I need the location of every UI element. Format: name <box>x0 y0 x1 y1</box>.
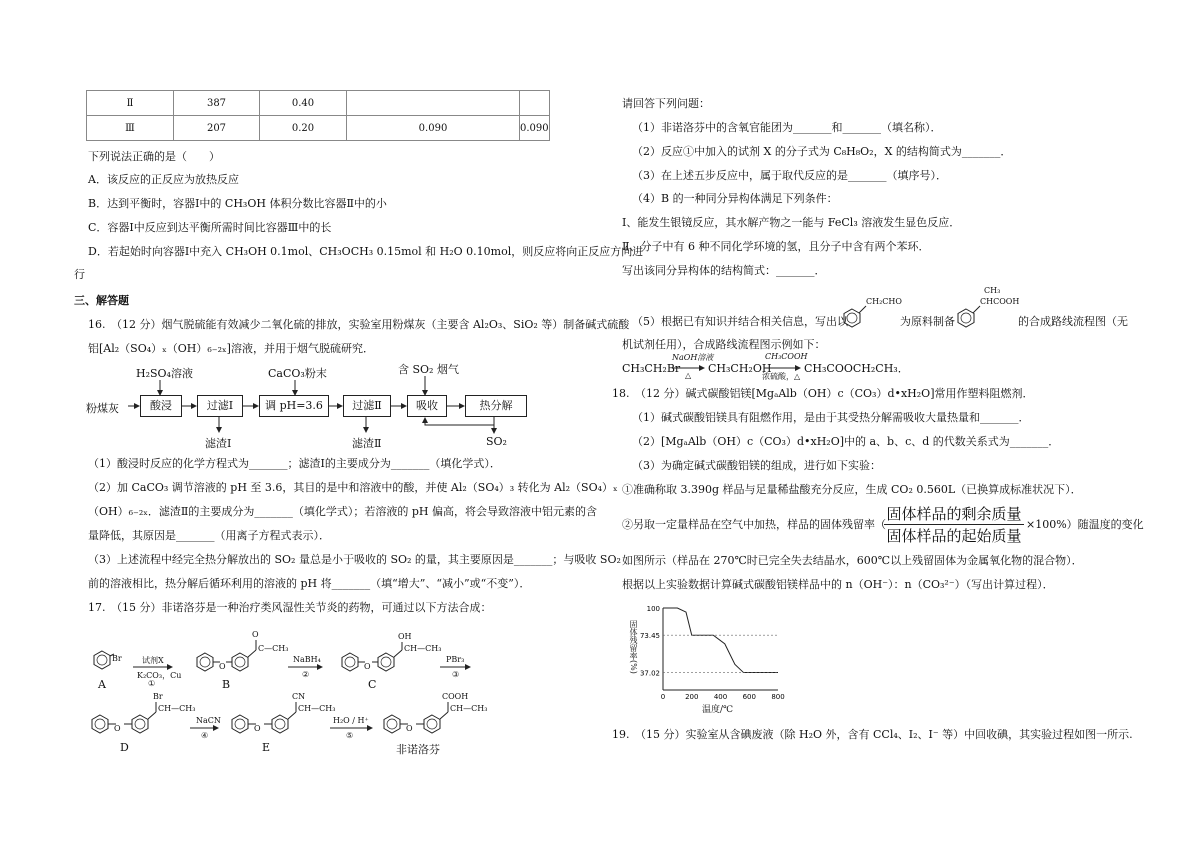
q17-sub3: （3）在上述五步反应中，属于取代反应的是_______（填序号）． <box>632 169 947 182</box>
chart-ylabel: 固体残留率(%) <box>629 620 638 674</box>
q16-sub3-cont: 前的溶液相比，热分解后循环利用的溶液的 pH 将_______（填“增大”、“减小”或“不变”）． <box>88 577 531 590</box>
x-tick-label: 800 <box>771 693 785 701</box>
ether-o: O <box>364 662 371 671</box>
bromo-label: Br <box>153 692 163 701</box>
option-b: B．达到平衡时，容器Ⅰ中的 CH₃OH 体积分数比容器Ⅱ中的小 <box>88 197 387 210</box>
step-2-number: ② <box>302 670 310 679</box>
y-tick-label: 73.45 <box>639 632 660 641</box>
q18-exp2-note: 如图所示（样品在 270℃时已完全失去结晶水，600℃以上残留固体为金属氧化物的混合物）． <box>622 554 1083 567</box>
q17-stem: 17. （15 分）非诺洛芬是一种治疗类风湿性关节炎的药物，可通过以下方法合成： <box>88 601 492 614</box>
q16-sub2: （2）加 CaCO₃ 调节溶液的 pH 至 3.6，其目的是中和溶液中的酸，并使 Al₂（SO₄）₃ 转化为 Al₂（SO₄）ₓ <box>88 481 618 494</box>
side-chain-f: CH—CH₃ <box>450 704 488 713</box>
reagent-hydrolysis: H₂O / H⁺ <box>333 716 369 725</box>
flow-input-so2: 含 SO₂ 烟气 <box>398 363 459 376</box>
carbonyl-o: O <box>252 630 259 639</box>
x-tick-label: 400 <box>713 693 728 701</box>
answer-intro: 请回答下列问题： <box>622 97 710 110</box>
acetyl-group: C—CH₃ <box>258 644 289 653</box>
q17-sub4-cond1: Ⅰ、能发生银镜反应，其水解产物之一能与 FeCl₃ 溶液发生显色反应． <box>622 216 961 229</box>
side-chain-c: CH—CH₃ <box>404 644 442 653</box>
table-cell: 0.090 <box>520 116 550 141</box>
ether-o: O <box>254 724 261 733</box>
flow-output-so2: SO₂ <box>486 435 507 448</box>
fenoprofen-label: 非诺洛芬 <box>396 743 440 756</box>
side-chain-e: CH—CH₃ <box>298 704 336 713</box>
table-cell: 207 <box>174 116 260 141</box>
example-intermediate: CH₃CH₂OH <box>708 362 772 375</box>
example-condition-2: 浓硫酸，△ <box>762 372 801 381</box>
question-prompt: 下列说法正确的是（ ） <box>88 150 220 163</box>
example-reagent-1: NaOH溶液 <box>672 353 714 362</box>
q16-stem: 16. （12 分）烟气脱硫能有效减少二氧化硫的排放，实验室用粉煤灰（主要含 Al₂O₃、SiO₂ 等）制备碱式硫酸 <box>88 318 630 331</box>
compound-d-label: D <box>120 741 129 754</box>
q17-sub4: （4）B 的一种同分异构体满足下列条件： <box>632 192 838 205</box>
q17-sub2: （2）反应①中加入的试剂 X 的分子式为 C₈H₈O₂，X 的结构简式为_______． <box>632 145 1012 158</box>
flow-output-residue-1: 滤渣Ⅰ <box>205 437 232 450</box>
table-cell: 0.090 <box>347 116 520 141</box>
cyano-label: CN <box>292 692 306 701</box>
step-4-number: ④ <box>201 731 209 740</box>
flow-input-caco3: CaCO₃粉末 <box>268 367 327 380</box>
compound-c-label: C <box>368 678 377 691</box>
flow-step-acid-leach: 酸浸 <box>140 395 182 417</box>
y-tick-label: 100 <box>646 605 660 613</box>
flow-input-acid: H₂SO₄溶液 <box>136 367 193 380</box>
q17-sub4-write: 写出该同分异构体的结构简式：_______． <box>622 264 826 277</box>
q18-stem: 18. （12 分）碱式碳酸铝镁[MgₐAlb（OH）c（CO₃）d•xH₂O]常用作塑料阻燃剂． <box>612 387 1034 400</box>
q18-exp1: ①准确称取 3.390g 样品与足量稀盐酸充分反应，生成 CO₂ 0.560L（已换算成标准状况下）． <box>622 483 1082 496</box>
x-tick-label: 600 <box>742 693 756 701</box>
step-3-number: ③ <box>452 670 460 679</box>
table-cell: 0.40 <box>260 91 347 116</box>
propanoic-group: CHCOOH <box>980 297 1020 306</box>
q18-sub1: （1）碱式碳酸铝镁具有阻燃作用，是由于其受热分解需吸收大量热量和_______． <box>632 411 1030 424</box>
q18-sub3: （3）为确定碱式碳酸铝镁的组成，进行如下实验： <box>632 459 881 472</box>
q18-calc: 根据以上实验数据计算碱式碳酸铝镁样品中的 n（OH⁻）：n（CO₃²⁻）（写出计算过程）． <box>622 578 1054 591</box>
ether-o: O <box>114 724 121 733</box>
q17-sub5: （5）根据已有知识并结合相关信息，写出以 <box>632 315 848 328</box>
option-d-cont: 行 <box>74 268 85 281</box>
hydroxyl-label: OH <box>398 632 412 641</box>
q17-sub5-end: 的合成路线流程图（无 <box>1018 315 1128 328</box>
option-a: A．该反应的正反应为放热反应 <box>88 173 239 186</box>
compound-a-label: A <box>98 678 106 691</box>
table-cell: 0.20 <box>260 116 347 141</box>
bromo-label: Br <box>112 654 122 663</box>
section-heading: 三、解答题 <box>74 294 129 307</box>
example-condition-1: △ <box>685 371 692 380</box>
flow-output-residue-2: 滤渣Ⅱ <box>352 437 382 450</box>
q18-exp2-cont: ×100%）随温度的变化 <box>1026 518 1144 531</box>
q16-sub1: （1）酸浸时反应的化学方程式为_______；滤渣Ⅰ的主要成分为_______（填化学式）． <box>88 457 501 470</box>
q18-sub2: （2）[MgₐAlb（OH）c（CO₃）d•xH₂O]中的 a、b、c、d 的代数关系式为_______． <box>632 435 1060 448</box>
table-cell: Ⅲ <box>87 116 174 141</box>
flow-step-decompose: 热分解 <box>465 395 527 417</box>
example-reagent-2: CH₃COOH <box>765 352 808 361</box>
q16-sub2-cont: （OH）₆₋₂ₓ．滤渣Ⅱ的主要成分为_______（填化学式）；若溶液的 pH 偏高，将会导致溶液中铝元素的含 <box>88 505 597 518</box>
q17-sub1: （1）非诺洛芬中的含氧官能团为_______和_______（填名称）． <box>632 121 942 134</box>
q17-sub5-mid: 为原料制备 <box>900 315 955 328</box>
q16-sub2-cont2: 量降低，其原因是_______（用离子方程式表示）． <box>88 529 330 542</box>
fraction-numerator: 固体样品的剩余质量 <box>886 505 1022 523</box>
q17-sub5-cont: 机试剂任用），合成路线流程图示例如下： <box>622 338 826 351</box>
reagent-pbr3: PBr₃ <box>446 655 465 664</box>
reagent-k2co3: K₂CO₃，Cu <box>137 671 182 680</box>
x-tick-label: 200 <box>685 693 699 701</box>
y-tick-label: 37.02 <box>639 669 660 678</box>
chart-xlabel: 温度/℃ <box>702 705 734 715</box>
compound-e-label: E <box>262 741 271 754</box>
flow-step-absorb: 吸收 <box>407 395 447 417</box>
compound-b-label: B <box>222 678 231 691</box>
q18-exp2: ②另取一定量样品在空气中加热，样品的固体残留率（ <box>622 518 886 531</box>
residue-curve <box>663 608 778 673</box>
flow-step-filter-1: 过滤Ⅰ <box>197 395 243 417</box>
q16-stem-cont: 铝[Al₂（SO₄）ₓ（OH）₆₋₂ₓ]溶液，并用于烟气脱硫研究． <box>88 342 374 355</box>
step-1-number: ① <box>148 679 156 688</box>
table-cell: Ⅱ <box>87 91 174 116</box>
ether-o: O <box>406 724 413 733</box>
reagent-nabh4: NaBH₄ <box>293 655 321 664</box>
step-5-number: ⑤ <box>346 731 354 740</box>
example-reactant: CH₃CH₂Br <box>622 362 681 375</box>
table-cell: 387 <box>174 91 260 116</box>
option-d: D．若起始时向容器Ⅰ中充入 CH₃OH 0.1mol、CH₃OCH₃ 0.15mol 和 H₂O 0.10mol，则反应将向正反应方向进 <box>88 245 644 258</box>
option-c: C．容器Ⅰ中反应到达平衡所需时间比容器Ⅲ中的长 <box>88 221 332 234</box>
phenylacetaldehyde-group: CH₂CHO <box>866 297 902 306</box>
methyl-label: CH₃ <box>984 286 1001 295</box>
flow-start-label: 粉煤灰 <box>86 402 119 415</box>
q19-stem: 19. （15 分）实验室从含碘废液（除 H₂O 外，含有 CCl₄、I₂、I⁻ 等）中回收碘，其实验过程如图一所示. <box>612 728 1133 741</box>
fraction-denominator: 固体样品的起始质量 <box>886 527 1022 545</box>
side-chain-d: CH—CH₃ <box>158 704 196 713</box>
reagent-x: 试剂X <box>142 656 164 665</box>
example-product: CH₃COOCH₂CH₃． <box>804 362 909 375</box>
flow-step-filter-2: 过滤Ⅱ <box>343 395 391 417</box>
flow-step-adjust-ph: 调 pH=3.6 <box>259 395 329 417</box>
q16-sub3: （3）上述流程中经完全热分解放出的 SO₂ 量总是小于吸收的 SO₂ 的量，其主要原因是_______；与吸收 SO₂ <box>88 553 621 566</box>
ether-o: O <box>219 662 226 671</box>
q17-sub4-cond2: Ⅱ、分子中有 6 种不同化学环境的氢，且分子中含有两个苯环． <box>622 240 930 253</box>
carboxyl-label: COOH <box>442 692 469 701</box>
x-tick-label: 0 <box>660 693 666 701</box>
reagent-nacn: NaCN <box>196 716 221 725</box>
